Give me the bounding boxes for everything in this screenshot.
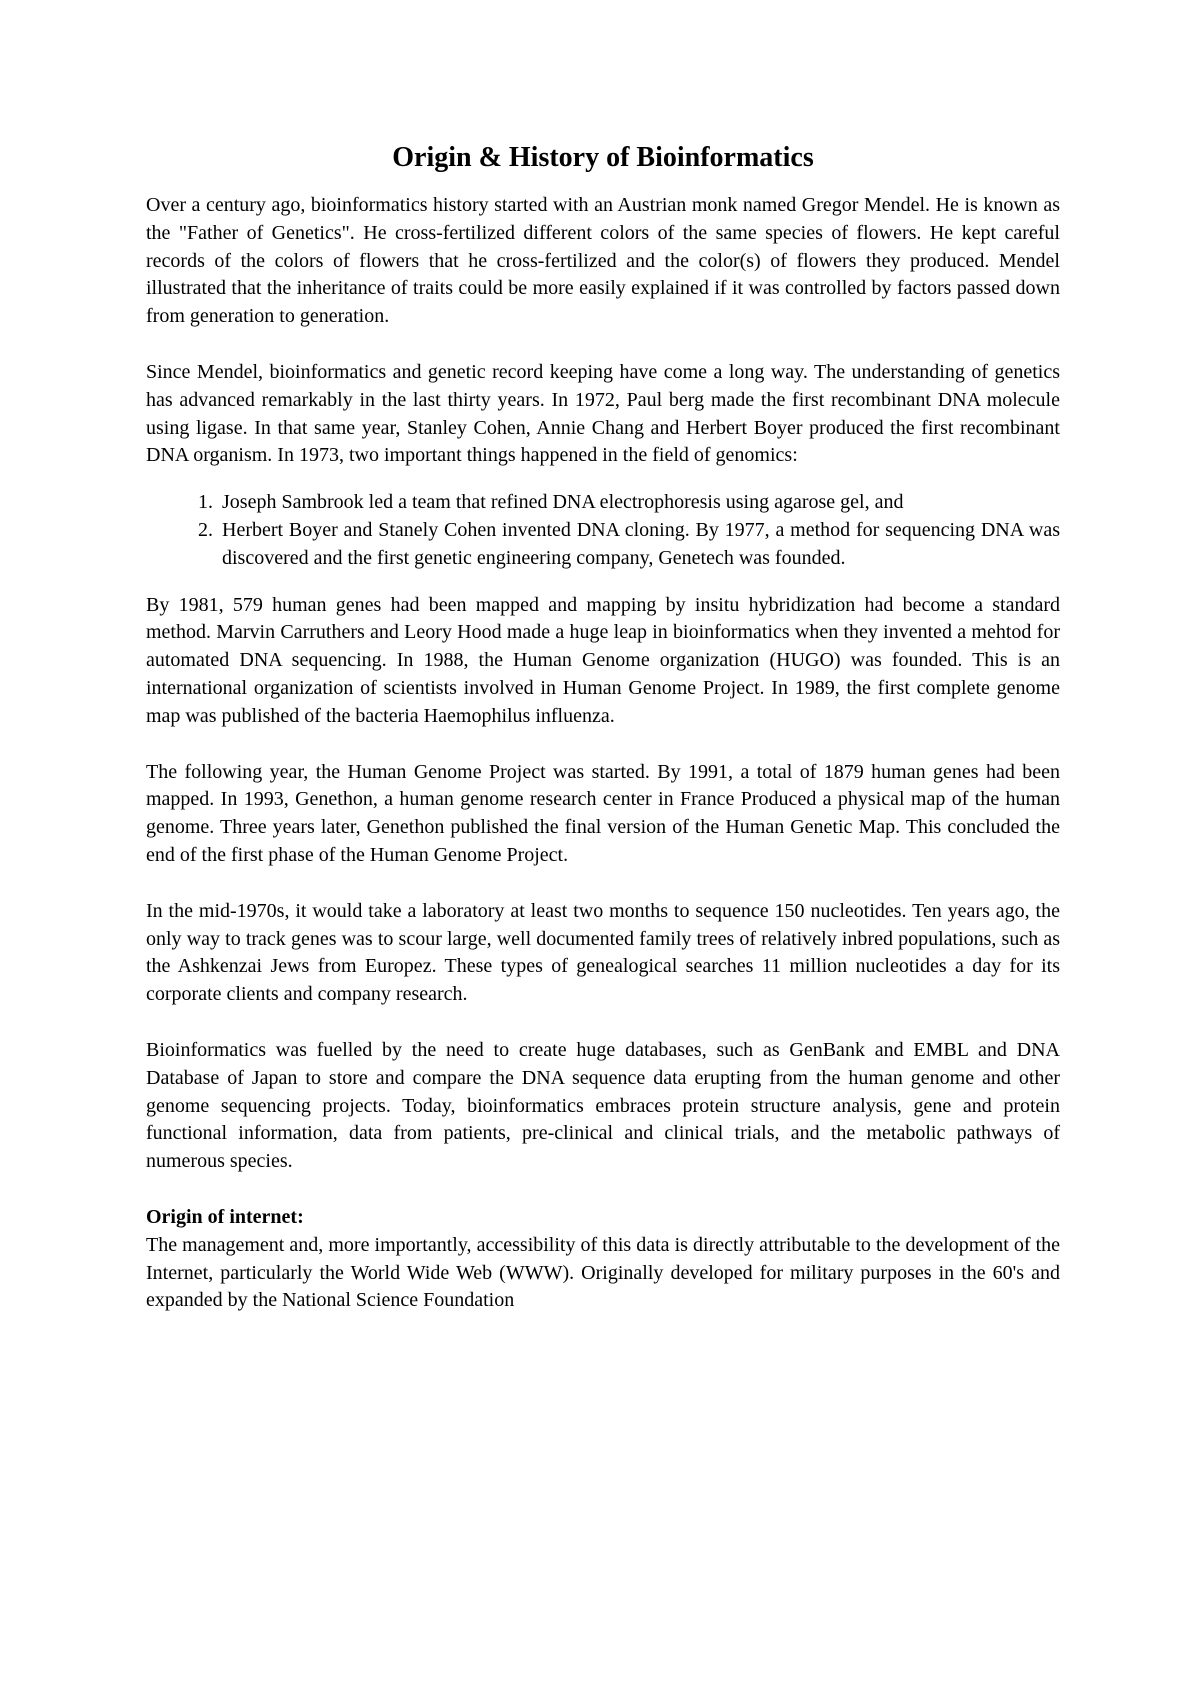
document-title: Origin & History of Bioinformatics (392, 142, 814, 173)
paragraph-databases: Bioinformatics was fuelled by the need to create huge databases, such as GenBank and EMBL and DNA Database of Japan to store and compare the DNA sequence data erupting from the human genome and other genome sequencing projects. Today, bioinformatics embraces protein structure analysis, gene and protein functional information, data from patients, pre-clinical and clinical trials, and the metabolic pathways of numerous species. (146, 1038, 1060, 1173)
paragraph-mendel: Over a century ago, bioinformatics history started with an Austrian monk named Gregor Mendel. He is known as the "Father of Genetics". He cross-fertilized different colors of the same species of flowers. He kept careful records of the colors of flowers that he cross-fertilized and the color(s) of flowers they produced. Mendel illustrated that the inheritance of traits could be more easily explained if it was controlled by factors passed down from generation to generation. (146, 194, 1060, 328)
paragraph-mid-1970s: In the mid-1970s, it would take a laboratory at least two months to sequence 150 nucleotides. Ten years ago, the only way to track genes was to scour large, well documented family trees of relatively inbred populations, such as the Ashkenzai Jews from Europez. These types of genealogical searches 11 million nucleotides a day for its corporate clients and company research. (146, 899, 1060, 1006)
list-item: 1. Joseph Sambrook led a team that refined DNA electrophoresis using agarose gel, and (218, 489, 1060, 517)
section-heading-internet: Origin of internet: (146, 1205, 304, 1228)
paragraph-1981: By 1981, 579 human genes had been mapped and mapping by insitu hybridization had become a standard method. Marvin Carruthers and Leory Hood made a huge leap in bioinformatics when they invented a mehtod for automated DNA sequencing. In 1988, the Human Genome organization (HUGO) was founded. This is an international organization of scientists involved in Human Genome Project. In 1989, the first complete genome map was published of the bacteria Haemophilus influenza. (146, 593, 1060, 727)
genomics-events-list (146, 489, 1060, 572)
paragraph-internet: The management and, more importantly, accessibility of this data is directly attributable to the development of the Internet, particularly the World Wide Web (WWW). Originally developed for military purposes in the 60's and expanded by the National Science Foundation (146, 1233, 1060, 1312)
document-page (146, 140, 1060, 1315)
paragraph-since-mendel: Since Mendel, bioinformatics and genetic record keeping have come a long way. The understanding of genetics has advanced remarkably in the last thirty years. In 1972, Paul berg made the first recombinant DNA molecule using ligase. In that same year, Stanley Cohen, Annie Chang and Herbert Boyer produced the first recombinant DNA organism. In 1973, two important things happened in the field of genomics: (146, 360, 1060, 467)
paragraph-human-genome-project: The following year, the Human Genome Project was started. By 1991, a total of 1879 human genes had been mapped. In 1993, Genethon, a human genome research center in France Produced a physical map of the human genome. Three years later, Genethon published the final version of the Human Genetic Map. This concluded the end of the first phase of the Human Genome Project. (146, 760, 1060, 866)
list-item: 2. Herbert Boyer and Stanely Cohen invented DNA cloning. By 1977, a method for sequencing DNA was discovered and the first genetic engineering company, Genetech was founded. (218, 517, 1060, 573)
